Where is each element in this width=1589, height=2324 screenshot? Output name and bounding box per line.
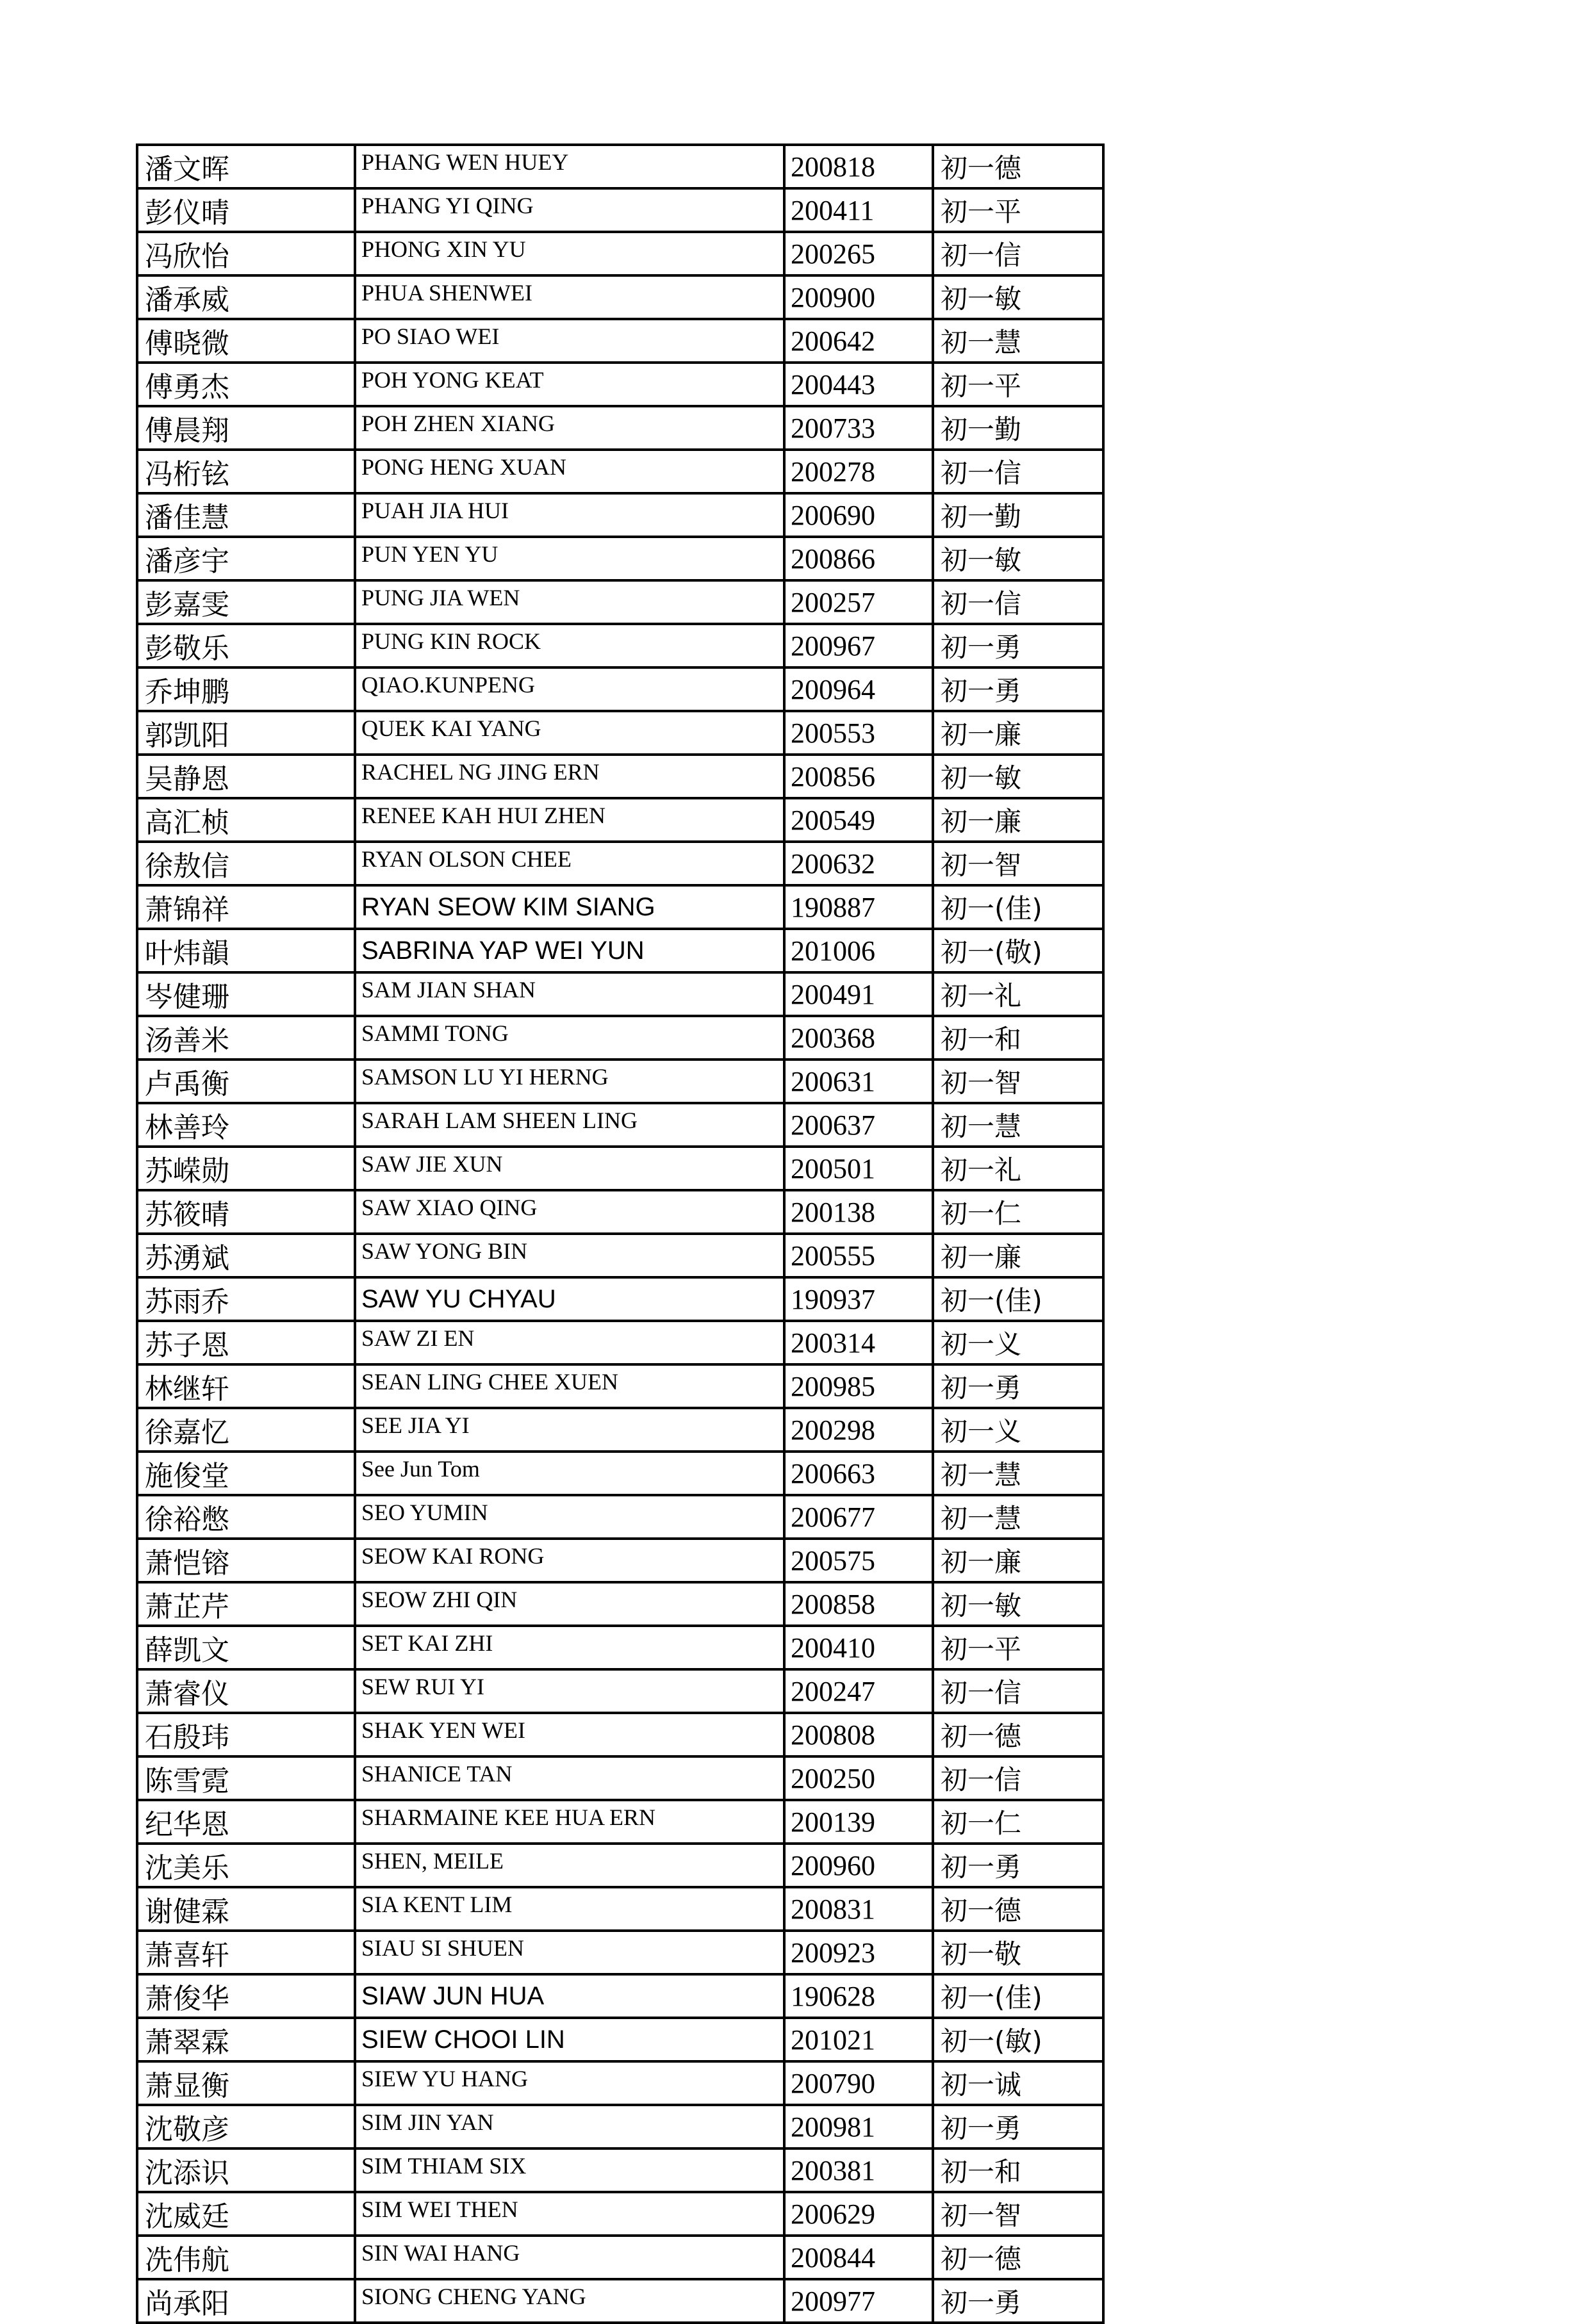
student-id-cell: 200866 [784, 537, 933, 580]
student-id-cell: 200139 [784, 1800, 933, 1844]
student-id-cell: 200368 [784, 1016, 933, 1060]
student-id-cell: 200575 [784, 1539, 933, 1582]
student-id-cell: 200790 [784, 2061, 933, 2105]
class-cell: 初一敏 [933, 537, 1103, 580]
chinese-name-cell: 卢禹衡 [137, 1060, 355, 1103]
chinese-name-cell: 沈敬彦 [137, 2105, 355, 2148]
class-cell: 初一信 [933, 1756, 1103, 1800]
chinese-name-cell: 林继轩 [137, 1364, 355, 1408]
table-row [137, 2279, 1103, 2323]
class-cell: 初一诚 [933, 2061, 1103, 2105]
student-id-cell: 200637 [784, 1103, 933, 1147]
english-name-cell: SEE JIA YI [355, 1408, 784, 1452]
class-cell: 初一(敏) [933, 2018, 1103, 2061]
student-id-cell: 200549 [784, 798, 933, 842]
student-id-cell: 200631 [784, 1060, 933, 1103]
english-name-cell: SET KAI ZHI [355, 1626, 784, 1669]
class-cell: 初一勤 [933, 406, 1103, 450]
chinese-name-cell: 彭敬乐 [137, 624, 355, 667]
chinese-name-cell: 汤善米 [137, 1016, 355, 1060]
english-name-cell: SIEW YU HANG [355, 2061, 784, 2105]
table-row [137, 624, 1103, 667]
table-row [137, 537, 1103, 580]
student-id-cell: 200981 [784, 2105, 933, 2148]
chinese-name-cell: 冯桁铉 [137, 450, 355, 493]
class-cell: 初一德 [933, 2236, 1103, 2279]
student-id-cell: 200247 [784, 1669, 933, 1713]
student-id-cell: 200250 [784, 1756, 933, 1800]
class-cell: 初一(佳) [933, 1974, 1103, 2018]
table-row [137, 972, 1103, 1016]
english-name-cell: SEO YUMIN [355, 1495, 784, 1539]
chinese-name-cell: 岑健珊 [137, 972, 355, 1016]
english-name-cell: SAW YU CHYAU [355, 1277, 784, 1321]
student-id-cell: 200844 [784, 2236, 933, 2279]
english-name-cell: SAW YONG BIN [355, 1234, 784, 1277]
chinese-name-cell: 吴静恩 [137, 755, 355, 798]
student-id-cell: 200923 [784, 1931, 933, 1974]
english-name-cell: POH YONG KEAT [355, 363, 784, 406]
table-row [137, 667, 1103, 711]
table-row [137, 2105, 1103, 2148]
english-name-cell: POH ZHEN XIANG [355, 406, 784, 450]
class-cell: 初一德 [933, 1887, 1103, 1931]
student-id-cell: 200663 [784, 1452, 933, 1495]
chinese-name-cell: 萧翠霖 [137, 2018, 355, 2061]
english-name-cell: SIAU SI SHUEN [355, 1931, 784, 1974]
chinese-name-cell: 苏湧斌 [137, 1234, 355, 1277]
table-row [137, 493, 1103, 537]
class-cell: 初一廉 [933, 711, 1103, 755]
chinese-name-cell: 潘承威 [137, 275, 355, 319]
table-row [137, 2236, 1103, 2279]
student-id-cell: 200278 [784, 450, 933, 493]
class-cell: 初一义 [933, 1408, 1103, 1452]
chinese-name-cell: 徐裕憋 [137, 1495, 355, 1539]
class-cell: 初一和 [933, 1016, 1103, 1060]
class-cell: 初一信 [933, 1669, 1103, 1713]
class-cell: 初一勇 [933, 624, 1103, 667]
student-id-cell: 200138 [784, 1190, 933, 1234]
student-id-cell: 200690 [784, 493, 933, 537]
student-id-cell: 200856 [784, 755, 933, 798]
table-row [137, 1103, 1103, 1147]
table-row [137, 1844, 1103, 1887]
student-id-cell: 200985 [784, 1364, 933, 1408]
class-cell: 初一(敬) [933, 929, 1103, 972]
table-row [137, 1190, 1103, 1234]
english-name-cell: QUEK KAI YANG [355, 711, 784, 755]
chinese-name-cell: 萧睿仪 [137, 1669, 355, 1713]
table-row [137, 885, 1103, 929]
english-name-cell: SIM THIAM SIX [355, 2148, 784, 2192]
english-name-cell: SEOW ZHI QIN [355, 1582, 784, 1626]
class-cell: 初一敏 [933, 1582, 1103, 1626]
chinese-name-cell: 苏雨乔 [137, 1277, 355, 1321]
table-row [137, 1277, 1103, 1321]
english-name-cell: SEAN LING CHEE XUEN [355, 1364, 784, 1408]
english-name-cell: SIM JIN YAN [355, 2105, 784, 2148]
student-id-cell: 200677 [784, 1495, 933, 1539]
english-name-cell: SAW ZI EN [355, 1321, 784, 1364]
class-cell: 初一智 [933, 842, 1103, 885]
chinese-name-cell: 潘佳慧 [137, 493, 355, 537]
table-row [137, 188, 1103, 232]
class-cell: 初一廉 [933, 1539, 1103, 1582]
table-row [137, 232, 1103, 275]
chinese-name-cell: 萧恺镕 [137, 1539, 355, 1582]
student-id-cell: 201021 [784, 2018, 933, 2061]
student-id-cell: 200257 [784, 580, 933, 624]
student-id-cell: 200491 [784, 972, 933, 1016]
chinese-name-cell: 林善玲 [137, 1103, 355, 1147]
table-row [137, 1321, 1103, 1364]
chinese-name-cell: 冯欣怡 [137, 232, 355, 275]
table-row [137, 929, 1103, 972]
chinese-name-cell: 叶炜韻 [137, 929, 355, 972]
table-row [137, 1713, 1103, 1756]
table-row [137, 450, 1103, 493]
class-cell: 初一勇 [933, 2105, 1103, 2148]
chinese-name-cell: 沈威廷 [137, 2192, 355, 2236]
chinese-name-cell: 萧俊华 [137, 1974, 355, 2018]
student-id-cell: 200964 [784, 667, 933, 711]
english-name-cell: PUNG JIA WEN [355, 580, 784, 624]
english-name-cell: RACHEL NG JING ERN [355, 755, 784, 798]
class-cell: 初一慧 [933, 1495, 1103, 1539]
table-row [137, 1452, 1103, 1495]
english-name-cell: PHANG YI QING [355, 188, 784, 232]
english-name-cell: PUN YEN YU [355, 537, 784, 580]
chinese-name-cell: 萧显衡 [137, 2061, 355, 2105]
class-cell: 初一信 [933, 580, 1103, 624]
student-id-cell: 200831 [784, 1887, 933, 1931]
english-name-cell: PONG HENG XUAN [355, 450, 784, 493]
english-name-cell: RENEE KAH HUI ZHEN [355, 798, 784, 842]
student-id-cell: 200858 [784, 1582, 933, 1626]
class-cell: 初一慧 [933, 319, 1103, 363]
student-id-cell: 200967 [784, 624, 933, 667]
class-cell: 初一信 [933, 450, 1103, 493]
english-name-cell: SAMSON LU YI HERNG [355, 1060, 784, 1103]
english-name-cell: SIEW CHOOI LIN [355, 2018, 784, 2061]
chinese-name-cell: 沈美乐 [137, 1844, 355, 1887]
student-id-cell: 200443 [784, 363, 933, 406]
class-cell: 初一廉 [933, 798, 1103, 842]
student-id-cell: 200629 [784, 2192, 933, 2236]
english-name-cell: SABRINA YAP WEI YUN [355, 929, 784, 972]
class-cell: 初一仁 [933, 1190, 1103, 1234]
class-cell: 初一(佳) [933, 885, 1103, 929]
table-row [137, 1974, 1103, 2018]
english-name-cell: SHEN, MEILE [355, 1844, 784, 1887]
class-cell: 初一平 [933, 1626, 1103, 1669]
class-cell: 初一仁 [933, 1800, 1103, 1844]
table-row [137, 1016, 1103, 1060]
table-row [137, 1931, 1103, 1974]
student-id-cell: 200960 [784, 1844, 933, 1887]
class-cell: 初一勇 [933, 667, 1103, 711]
chinese-name-cell: 乔坤鹏 [137, 667, 355, 711]
class-cell: 初一和 [933, 2148, 1103, 2192]
student-id-cell: 200410 [784, 1626, 933, 1669]
student-id-cell: 200632 [784, 842, 933, 885]
class-cell: 初一礼 [933, 1147, 1103, 1190]
student-id-cell: 200298 [784, 1408, 933, 1452]
table-row [137, 1800, 1103, 1844]
table-row [137, 363, 1103, 406]
class-cell: 初一敏 [933, 275, 1103, 319]
english-name-cell: SIN WAI HANG [355, 2236, 784, 2279]
student-id-cell: 190887 [784, 885, 933, 929]
chinese-name-cell: 苏筱晴 [137, 1190, 355, 1234]
class-cell: 初一慧 [933, 1452, 1103, 1495]
class-cell: 初一勇 [933, 1844, 1103, 1887]
class-cell: 初一勤 [933, 493, 1103, 537]
chinese-name-cell: 潘彦宇 [137, 537, 355, 580]
student-id-cell: 200381 [784, 2148, 933, 2192]
table-row [137, 580, 1103, 624]
english-name-cell: PHANG WEN HUEY [355, 145, 784, 188]
english-name-cell: SIONG CHENG YANG [355, 2279, 784, 2323]
chinese-name-cell: 徐敖信 [137, 842, 355, 885]
class-cell: 初一智 [933, 2192, 1103, 2236]
chinese-name-cell: 高汇桢 [137, 798, 355, 842]
chinese-name-cell: 潘文晖 [137, 145, 355, 188]
table-row [137, 842, 1103, 885]
english-name-cell: PO SIAO WEI [355, 319, 784, 363]
english-name-cell: SEOW KAI RONG [355, 1539, 784, 1582]
class-cell: 初一义 [933, 1321, 1103, 1364]
class-cell: 初一(佳) [933, 1277, 1103, 1321]
english-name-cell: QIAO.KUNPENG [355, 667, 784, 711]
chinese-name-cell: 沈添识 [137, 2148, 355, 2192]
class-cell: 初一平 [933, 363, 1103, 406]
chinese-name-cell: 冼伟航 [137, 2236, 355, 2279]
student-id-cell: 200411 [784, 188, 933, 232]
english-name-cell: SAW JIE XUN [355, 1147, 784, 1190]
student-id-cell: 200501 [784, 1147, 933, 1190]
english-name-cell: RYAN SEOW KIM SIANG [355, 885, 784, 929]
class-cell: 初一平 [933, 188, 1103, 232]
student-id-cell: 200808 [784, 1713, 933, 1756]
table-row [137, 319, 1103, 363]
english-name-cell: RYAN OLSON CHEE [355, 842, 784, 885]
english-name-cell: SIA KENT LIM [355, 1887, 784, 1931]
english-name-cell: SHARMAINE KEE HUA ERN [355, 1800, 784, 1844]
table-row [137, 145, 1103, 188]
chinese-name-cell: 萧喜轩 [137, 1931, 355, 1974]
class-cell: 初一勇 [933, 1364, 1103, 1408]
english-name-cell: SIM WEI THEN [355, 2192, 784, 2236]
table-row [137, 1887, 1103, 1931]
class-cell: 初一廉 [933, 1234, 1103, 1277]
table-row [137, 1060, 1103, 1103]
table-row [137, 711, 1103, 755]
chinese-name-cell: 萧锦祥 [137, 885, 355, 929]
class-cell: 初一勇 [933, 2279, 1103, 2323]
chinese-name-cell: 薛凯文 [137, 1626, 355, 1669]
english-name-cell: SHANICE TAN [355, 1756, 784, 1800]
student-id-cell: 200314 [784, 1321, 933, 1364]
chinese-name-cell: 苏嵘勋 [137, 1147, 355, 1190]
table-row [137, 1495, 1103, 1539]
class-cell: 初一德 [933, 1713, 1103, 1756]
chinese-name-cell: 陈雪霓 [137, 1756, 355, 1800]
english-name-cell: SAM JIAN SHAN [355, 972, 784, 1016]
table-row [137, 1756, 1103, 1800]
chinese-name-cell: 傅晨翔 [137, 406, 355, 450]
table-row [137, 1408, 1103, 1452]
table-row [137, 1364, 1103, 1408]
class-cell: 初一慧 [933, 1103, 1103, 1147]
chinese-name-cell: 彭嘉雯 [137, 580, 355, 624]
student-id-cell: 200265 [784, 232, 933, 275]
student-id-cell: 201006 [784, 929, 933, 972]
student-id-cell: 200642 [784, 319, 933, 363]
chinese-name-cell: 徐嘉忆 [137, 1408, 355, 1452]
class-cell: 初一敬 [933, 1931, 1103, 1974]
table-row [137, 1539, 1103, 1582]
class-cell: 初一智 [933, 1060, 1103, 1103]
chinese-name-cell: 郭凯阳 [137, 711, 355, 755]
table-row [137, 2148, 1103, 2192]
table-row [137, 1147, 1103, 1190]
roster-body [137, 145, 1103, 2323]
class-cell: 初一德 [933, 145, 1103, 188]
english-name-cell: PUAH JIA HUI [355, 493, 784, 537]
table-row [137, 798, 1103, 842]
english-name-cell: SEW RUI YI [355, 1669, 784, 1713]
student-roster-table [136, 143, 1105, 2324]
table-row [137, 2061, 1103, 2105]
english-name-cell: PHUA SHENWEI [355, 275, 784, 319]
chinese-name-cell: 傅晓微 [137, 319, 355, 363]
english-name-cell: SAW XIAO QING [355, 1190, 784, 1234]
table-row [137, 2192, 1103, 2236]
table-row [137, 406, 1103, 450]
english-name-cell: SARAH LAM SHEEN LING [355, 1103, 784, 1147]
student-id-cell: 200733 [784, 406, 933, 450]
chinese-name-cell: 石殷玮 [137, 1713, 355, 1756]
student-id-cell: 200977 [784, 2279, 933, 2323]
table-row [137, 2018, 1103, 2061]
table-row [137, 1669, 1103, 1713]
class-cell: 初一敏 [933, 755, 1103, 798]
chinese-name-cell: 傅勇杰 [137, 363, 355, 406]
class-cell: 初一信 [933, 232, 1103, 275]
table-row [137, 1234, 1103, 1277]
student-id-cell: 200555 [784, 1234, 933, 1277]
class-cell: 初一礼 [933, 972, 1103, 1016]
table-row [137, 1582, 1103, 1626]
student-id-cell: 190628 [784, 1974, 933, 2018]
english-name-cell: PUNG KIN ROCK [355, 624, 784, 667]
chinese-name-cell: 施俊堂 [137, 1452, 355, 1495]
student-id-cell: 200818 [784, 145, 933, 188]
student-id-cell: 200553 [784, 711, 933, 755]
chinese-name-cell: 萧芷芹 [137, 1582, 355, 1626]
chinese-name-cell: 尚承阳 [137, 2279, 355, 2323]
table-row [137, 1626, 1103, 1669]
chinese-name-cell: 苏子恩 [137, 1321, 355, 1364]
table-row [137, 755, 1103, 798]
chinese-name-cell: 彭仪晴 [137, 188, 355, 232]
chinese-name-cell: 纪华恩 [137, 1800, 355, 1844]
english-name-cell: See Jun Tom [355, 1452, 784, 1495]
table-row [137, 275, 1103, 319]
english-name-cell: SAMMI TONG [355, 1016, 784, 1060]
student-id-cell: 200900 [784, 275, 933, 319]
chinese-name-cell: 谢健霖 [137, 1887, 355, 1931]
english-name-cell: SIAW JUN HUA [355, 1974, 784, 2018]
english-name-cell: PHONG XIN YU [355, 232, 784, 275]
student-id-cell: 190937 [784, 1277, 933, 1321]
english-name-cell: SHAK YEN WEI [355, 1713, 784, 1756]
